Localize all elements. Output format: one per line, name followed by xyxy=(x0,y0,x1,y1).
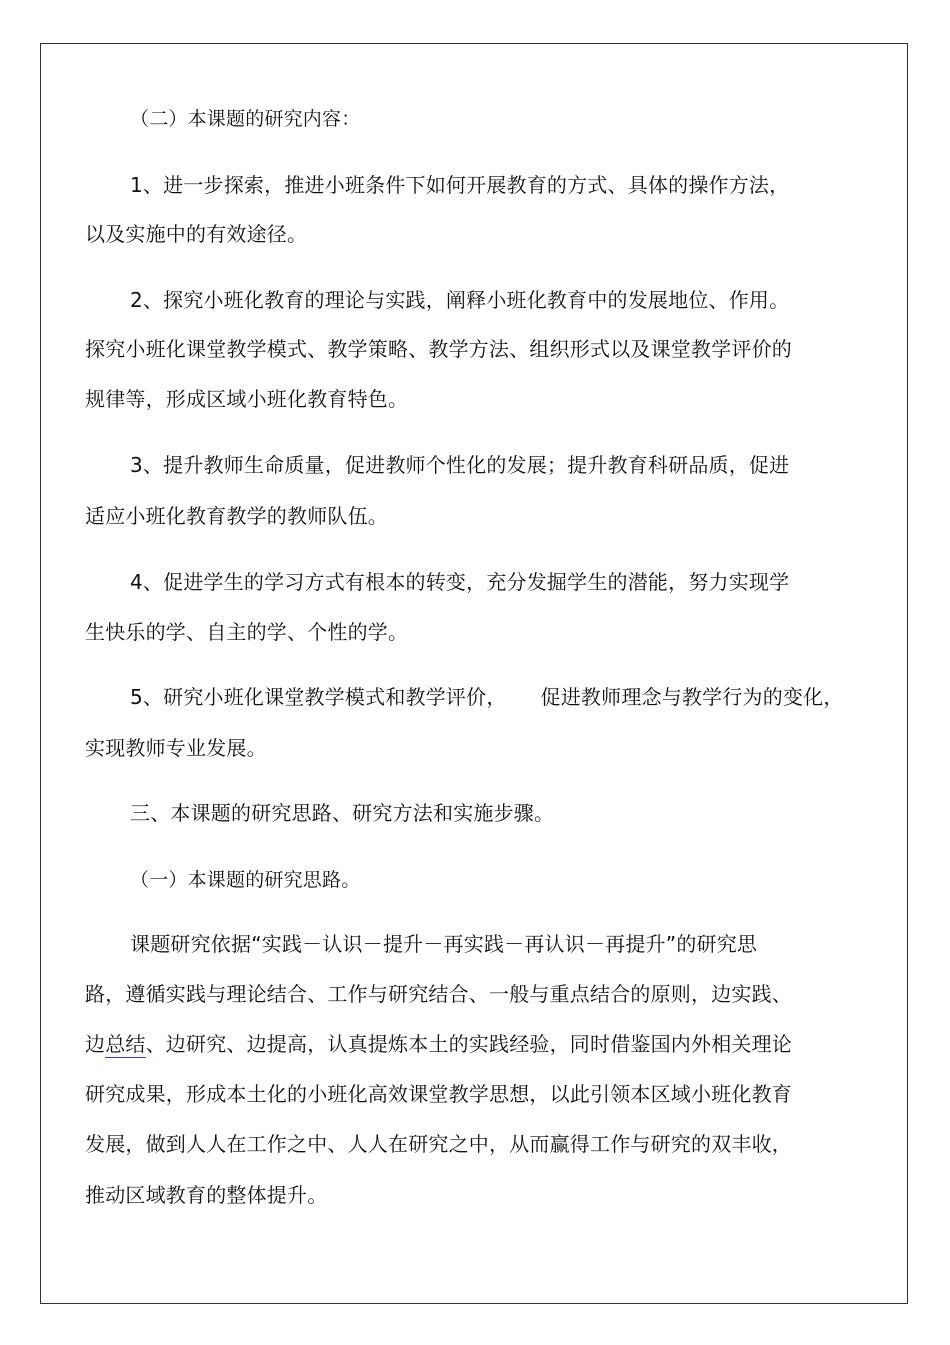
paragraph-6-line-3-part-c: 、边研究、边提高，认真提炼本土的实践经验，同时借鉴国内外相关理论 xyxy=(145,1032,793,1056)
paragraph-2-line-2: 探究小班化课堂教学模式、教学策略、教学方法、组织形式以及课堂教学评价的 xyxy=(85,337,792,361)
paragraph-5-line-2: 实现教师专业发展。 xyxy=(85,736,267,760)
paragraph-3-line-1: 3、提升教师生命质量，促进教师个性化的发展；提升教育科研品质，促进 xyxy=(130,453,790,477)
paragraph-6-line-5: 发展，做到人人在工作之中、人人在研究之中，从而赢得工作与研究的双丰收， xyxy=(85,1132,792,1156)
paragraph-5-line-1 xyxy=(130,685,844,709)
paragraph-4-line-2: 生快乐的学、自主的学、个性的学。 xyxy=(85,620,409,644)
paragraph-2-line-3: 规律等，形成区域小班化教育特色。 xyxy=(85,387,409,411)
paragraph-6-line-1: 课题研究依据“实践－认识－提升－再实践－再认识－再提升”的研究思 xyxy=(130,932,758,956)
subsection-heading-research-content: （二）本课题的研究内容： xyxy=(130,108,361,130)
section-heading-3: 三、本课题的研究思路、研究方法和实施步骤。 xyxy=(130,801,555,825)
paragraph-6-line-6: 推动区域教育的整体提升。 xyxy=(85,1183,328,1207)
paragraph-5-line-1-part-a: 5、研究小班化课堂教学模式和教学评价， xyxy=(130,685,507,709)
paragraph-2-line-1: 2、探究小班化教育的理论与实践，阐释小班化教育中的发展地位、作用。 xyxy=(130,288,790,312)
paragraph-6-line-3-part-a: 边 xyxy=(85,1032,106,1056)
subsection-heading-research-approach: （一）本课题的研究思路。 xyxy=(130,869,361,891)
paragraph-6-line-2: 路，遵循实践与理论结合、工作与研究结合、一般与重点结合的原则，边实践、 xyxy=(85,982,792,1006)
paragraph-3-line-2: 适应小班化教育教学的教师队伍。 xyxy=(85,504,388,528)
paragraph-4-line-1: 4、促进学生的学习方式有根本的转变，充分发掘学生的潜能，努力实现学 xyxy=(130,570,790,594)
paragraph-6-line-4: 研究成果，形成本土化的小班化高效课堂教学思想，以此引领本区域小班化教育 xyxy=(85,1082,792,1106)
paragraph-5-line-1-part-b: 促进教师理念与教学行为的变化， xyxy=(540,685,844,709)
underlined-word: 总结 xyxy=(105,1032,146,1056)
paragraph-1-line-1: 1、进一步探索，推进小班条件下如何开展教育的方式、具体的操作方法， xyxy=(130,173,790,197)
paragraph-6-line-3 xyxy=(85,1032,792,1056)
paragraph-1-line-2: 以及实施中的有效途径。 xyxy=(85,222,308,246)
